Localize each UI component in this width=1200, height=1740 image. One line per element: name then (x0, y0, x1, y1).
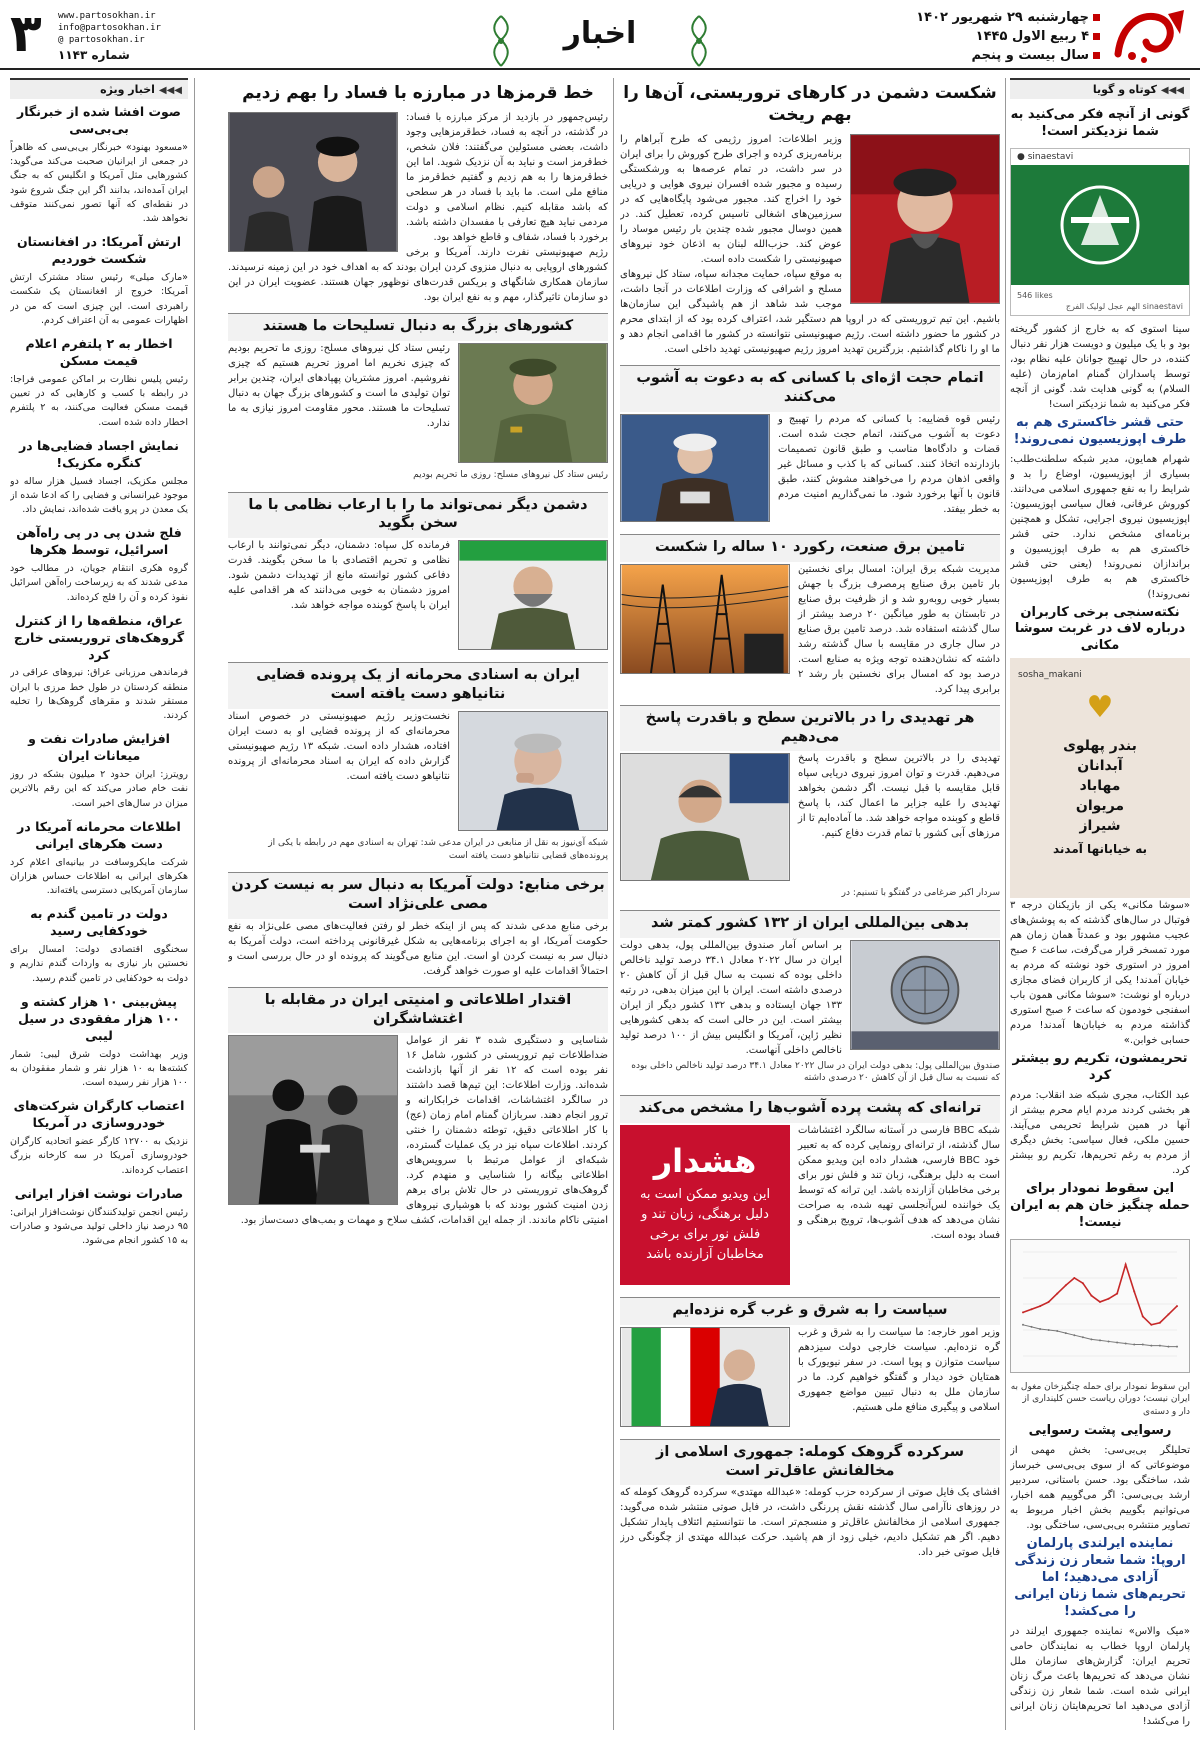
news-brief-item (10, 819, 188, 899)
story-electricity (620, 534, 1000, 697)
page-number: ۳ (10, 4, 42, 64)
date-block (916, 8, 1100, 65)
news-brief-item (10, 104, 188, 226)
power-grid-photo (620, 564, 790, 674)
news-brief-body: نزدیک به ۱۲۷۰۰ کارگر عضو اتحادیه کارگران خودروسازی آمریکا در سه کارخانه بزرگ اعتصاب کرده‌اند. (10, 1136, 188, 1176)
warning-screenshot (620, 1125, 790, 1285)
chart-point (1099, 1301, 1101, 1303)
partosokhan-logo (1110, 4, 1190, 66)
chart-point (1082, 1282, 1084, 1284)
minister-portrait-photo (850, 134, 1000, 304)
chart-point (1159, 1321, 1161, 1323)
headline: سرکرده گروهک کومله: جمهوری اسلامی از مخالفانش عاقل‌تر است (620, 1439, 1000, 1486)
news-brief-body: رویترز: ایران حدود ۲ میلیون بشکه در روز نفت خام صادر می‌کند که این رقم بالاترین میزان در سال‌های اخیر است. (10, 769, 188, 809)
article-body: فرمانده کل سپاه: دشمنان، دیگر نمی‌توانند با ارعاب نظامی و تحریم اقتصادی با ما سخن بگویند. قدرت دفاعی کشور توانسته مانع از تهدیدات دشمن شود. امروز دشمنان به خوبی می‌دانند که هر اقدامی علیه ایران با پاسخ کوبنده مواجه خواهد شد. (228, 540, 450, 612)
story-security (228, 987, 608, 1229)
warning-text: این ویدیو ممکن است به دلیل برهنگی، زبان تند و فلش نور برای برخی مخاطبان آزارنده باشد (639, 1186, 771, 1262)
sosha-city: بندر پهلوی (1063, 738, 1137, 755)
imf-building-photo (850, 940, 1000, 1050)
chart-point (1048, 1329, 1050, 1331)
news-brief-body: رئیس انجمن تولیدکنندگان نوشت‌افزار ایرانی: ۹۵ درصد نیاز داخلی تولید می‌شود و صادرات به ۱۵ کشور انجام می‌شود. (10, 1206, 188, 1247)
story-debt (620, 910, 1000, 1087)
page-info (10, 4, 170, 66)
story-netanyahu (228, 662, 608, 864)
chart-point (1116, 1292, 1118, 1294)
chart-point (1065, 1332, 1067, 1334)
article-body: «سوشا مکانی» یکی از بازیکنان درجه ۳ فوتبال در سال‌های گذشته که به پوشش‌های عجیب مشهور بود و عمدتاً همان زمان هم مورد تمسخر قرار می‌گرفت، ساعت ۶ صبح امروز در استوری خود نوشته که مردم به خیابان آمدند! یکی از کاربران فضای مجازی درباره او نوشت: «سوشا مکانی همون باب اسفنجی خودمون که ساعت ۶ صبح استوری گذاشته مردم به خیابان‌ها آمدند! مردم حسابی خوابن.» (1010, 900, 1190, 1047)
headline: این سقوط نمودار برای حمله چنگیز خان هم به ایران نیست! (1010, 1181, 1190, 1230)
headline: خط قرمزها در مبارزه با فساد را بهم زدیم (242, 83, 594, 103)
email-link[interactable]: info@partosokhan.ir (58, 23, 161, 33)
headline: گونی از آنچه فکر می‌کنید به شما نزدیکتر است! (1010, 107, 1190, 139)
chart-point (1073, 1277, 1075, 1279)
column-kicker: ◀◀◀کوتاه و گویا (1010, 78, 1190, 99)
headline: بدهی بین‌المللی ایران از ۱۳۲ کشور کمتر شد (620, 910, 1000, 938)
article-body: وزیر امور خارجه: ما سیاست را به شرق و غرب گره نزده‌ایم. سیاست خارجی دولت سیزدهم سیاست متوازن و پویا است. در سفر نیویورک با همتایان خود دیدار و گفتگو خواهیم کرد. ما در سازمان ملل به دنبال تبیین مواضع جمهوری اسلامی و پیگیری منافع ملی هستیم. (798, 1326, 1000, 1413)
article-body: بر اساس آمار صندوق بین‌المللی پول، بدهی دولت ایران در سال ۲۰۲۲ معادل ۳۴.۱ درصد تولید ناخالص داخلی بوده که نسبت به سال قبل از آن کاهش ۲۰ درصدی داشته است. ایران با این میزان بدهی، در رتبه ۱۳۳ جهان ایستاده و بدهی ۱۳۲ کشور دیگر از ایران بیشتر است. این در حالی است که بدهی کشورهایی نظیر ژاپن، آمریکا و انگلیس بیش از ۱۰۰ درصد تولید ناخالص داخلی آنهاست. (620, 939, 842, 1056)
website-link[interactable]: www.partosokhan.ir (58, 11, 156, 21)
photo-caption: سردار اکبر ضرغامی در گفتگو با تسنیم: در (841, 888, 1000, 899)
news-brief-title: نمایش اجساد فضایی‌ها در کنگره مکزیک! (19, 437, 179, 470)
headline: نماینده ایرلندی پارلمان اروپا: شما شعار زن زندگی آزادی می‌دهید؛ اما تحریم‌های شما زنان ایرانی را می‌کشد! (1014, 1536, 1186, 1619)
story-komala (620, 1439, 1000, 1561)
story-foreign-minister (620, 1297, 1000, 1431)
headline: سیاست را به شرق و غرب گره نزده‌ایم (620, 1297, 1000, 1325)
news-brief-body: رئیس پلیس نظارت بر اماکن عمومی فراجا: در رابطه با کسب و کارهایی که در تعیین قیمت مسکن فعالیت می‌کنند، به ۲ پلتفرم اخطار داده شده است. (10, 373, 188, 428)
article-body: به موقع سپاه، حمایت مجدانه سپاه، ستاد کل نیروهای مسلح و اشرافی که وزارت اطلاعات در آنجا داشت، موجب شد شاهد از هم پاشیدگی این سازمان‌ها باشیم. این تیم تروریستی که در اروپا هم دستگیر شد، اعتراف کرده بود که از ابتدای محرم در کشور ما حضور داشته است. رژیم صهیونیستی نتوانسته در کشور ما اقدامی انجام دهد و ما او را ناکام گذاشتیم. بزرگترین تهدید امروز رژیم صهیونیستی تهدید داخلی است. (620, 269, 1000, 356)
news-brief-item (10, 336, 188, 430)
column-main-1 (620, 78, 1000, 1730)
ornament-right-icon (688, 14, 710, 68)
article-body: وزیر اطلاعات: امروز رژیمی که طرح آبراهام را برنامه‌ریزی کرده و اجرای طرح کوروش را برای ایران در سر داشت، در تمام عرصه‌ها به ورشکستگی رسیده و مجبور شده افسران نیروی هوایی و دریایی خود را اخراج کند. مجبور می‌شود پایگاه‌هایی که در سرزمین‌های اشغالی تاسیس کرده، تعطیل کند. در همین دوسال مجبور شده چندین بار رئیس موساد را عوض کند. حزب‌الله لبنان به اذعان خود نیروهای صهیونیستی را شکست داده است. (620, 134, 842, 266)
news-brief-body: فرماندهی مرزبانی عراق: نیروهای عراقی در منطقه کردستان در طول خط مرزی با ایران مستقر شدند و مقرهای گروهک‌ها را تخلیه کردند. (10, 667, 188, 722)
irgc-emblem-image (1011, 165, 1189, 285)
sosha-city: مهاباد (1079, 778, 1121, 795)
news-brief-body: مجلس مکزیک، اجساد فسیل هزار ساله دو موجود غیرانسانی و فضایی را که ادعا شده از یک معدن در پرو یافت شده‌اند، نمایش داد. (10, 475, 188, 515)
column-divider (194, 78, 195, 1730)
chart-point (1176, 1305, 1178, 1307)
news-brief-item (10, 1186, 188, 1249)
sosha-city-list (1018, 736, 1182, 836)
news-brief-title: دولت در تامین گندم به خودکفایی رسید (30, 906, 168, 939)
ejei-portrait-photo (620, 414, 770, 522)
weekday-date: چهارشنبه ۲۹ شهریور ۱۴۰۲ (916, 10, 1089, 25)
news-brief-body: سخنگوی اقتصادی دولت: امسال برای نخستین بار نیازی به واردات گندم نداریم و دولت به خودکفایی در تامین گندم رسید. (10, 944, 188, 984)
sosha-city: شیراز (1079, 818, 1121, 835)
article-body: «میک والاس» نماینده جمهوری ایرلند در پارلمان اروپا خطاب به نمایندگان حامی تحریم ایران: گزارش‌های سازمان ملل نشان می‌دهد که تحریم‌ها باعث مرگ زنان ایرانی شده است. شما شعار زن زندگی آزادی می‌دهید اما تحریم‌هایتان زنان ایرانی را می‌کشد! (1010, 1625, 1190, 1727)
column-divider (613, 78, 614, 1730)
news-brief-title: اعتصاب کارگران شرکت‌های خودروسازی در آمریکا (13, 1098, 185, 1131)
headline: تامین برق صنعت، رکورد ۱۰ ساله را شکست (620, 534, 1000, 562)
news-brief-item (10, 1098, 188, 1178)
column-kicker: ◀◀◀اخبار ویژه (10, 78, 188, 99)
news-brief-title: فلج شدن پی در پی راه‌آهن اسرائیل، توسط هکرها (16, 525, 182, 558)
article-body: شناسایی و دستگیری شده ۳ نفر از عوامل ضداطلاعات تیم تروریستی در کشور، شامل ۱۶ نفر بوده است که ۱۲ نفر از آنها بازداشت شده‌اند. وزارت اطلاعات: این تیم‌ها قصد داشتند در سالگرد اغتشاشات، اقدامات خرابکارانه و ترور انجام دهند. سربازان گمنام امام زمان (عج) با کار اطلاعاتی دقیق، توطئه دشمنان را خنثی کردند. اطلاعات سپاه نیز در یک عملیات گسترده، شبکه‌ای از عوامل مرتبط با سرویس‌های اطلاعاتی بیگانه را شناسایی و منهدم کرد. گروهک‌های تروریستی در حال تلاش برای برهم زدن امنیت کشور بودند که با هوشیاری نیروهای امنیتی ناکام ماندند. از جمله این اقدامات، کشف سلاح و مهمات و بمب‌های دست‌ساز بود. (240, 1035, 608, 1227)
photo-caption: شبکه آی‌نیوز به نقل از منابعی در ایران مدعی شد: تهران به اسنادی مهم در رابطه با یکی از پرونده‌های قضایی نتانیاهو دست یافته است (268, 837, 608, 861)
chart-point (1090, 1294, 1092, 1296)
news-brief-title: صادرات نوشت افزار ایرانی (14, 1185, 184, 1201)
chart-point (1125, 1342, 1127, 1344)
column-short-and-telling (1010, 78, 1190, 1730)
headline: کشورهای بزرگ به دنبال تسلیحات ما هستند (228, 313, 608, 341)
insta-username: ● sinaestavi (1017, 151, 1074, 162)
issue-number: شماره ۱۱۴۳ (58, 48, 130, 62)
headline: رسوایی پشت رسوایی (1028, 1423, 1172, 1439)
chart-point (1108, 1340, 1110, 1342)
heart-hands-icon: ♥ (1086, 690, 1114, 726)
news-brief-body: گروه هکری انتقام جویان، در مطالب خود مدعی شدند که به زیرساخت راه‌آهن اسرائیل نفوذ کرده و آن را فلج کرده‌اند. (10, 563, 188, 603)
section-name: اخبار (563, 16, 637, 51)
headline: اتمام حجت اژه‌ای با کسانی که به دعوت به آشوب می‌کنند (620, 365, 1000, 412)
chart-point (1031, 1308, 1033, 1310)
column-divider (1005, 78, 1006, 1730)
news-brief-body: «مارک میلی» رئیس ستاد مشترک ارتش آمریکا: خروج از افغانستان یک شکست راهبردی است. این چیزی است که من در اظهارات عمومی به آن اعتراف کردم. (10, 272, 188, 326)
chart-point (1039, 1305, 1041, 1307)
president-meeting-photo (228, 112, 398, 252)
photo-caption: صندوق بین‌المللی پول: بدهی دولت ایران در سال ۲۰۲۲ معادل ۳۴.۱ درصد تولید ناخالص داخلی بوده که نسبت به سال قبل از آن کاهش ۲۰ درصدی داشته (631, 1060, 1000, 1084)
chart-point (1167, 1313, 1169, 1315)
year-label: سال بیست و پنجم (971, 48, 1089, 63)
line-chart (1010, 1239, 1190, 1373)
article-body: تهدیدی را در بالاترین سطح و باقدرت پاسخ می‌دهیم. قدرت و توان امروز نیروی دریایی سپاه قابل مقایسه با قبل نیست. اگر دشمن بخواهد تهدیدی را علیه جزایر ما اعمال کند، با پاسخ قاطع و کوبنده مواجه خواهد شد. ما آماده‌ایم تا از مرزهای آبی کشور با تمام قدرت دفاع کنیم. (798, 753, 1000, 840)
insta-caption: sinaestavi الهم عجل لولیک الفرج (1065, 301, 1183, 311)
insta-likes: 546 likes (1017, 290, 1053, 300)
column-main-2 (228, 78, 608, 1730)
article-body: شبکه BBC فارسی در آستانه سالگرد اغتشاشات سال گذشته، از ترانه‌ای رونمایی کرده که به تعبیر خود BBC فارسی، هشدار داده این ویدیو ممکن است به دلیل برهنگی، زبان تند و فلش نور برای برخی مخاطبان آزارنده باشد. این ترانه که توسط یک خواننده لس‌آنجلسی تهیه شده، به صراحت نشان می‌دهد که هدف آشوب‌ها، ترویج برهنگی و فساد بوده است. (798, 1124, 1000, 1241)
sosha-city: آبدانان (1077, 758, 1123, 775)
chart-point (1167, 1345, 1169, 1347)
warning-title: هشدار (653, 1141, 757, 1180)
news-brief-item (10, 994, 188, 1090)
news-brief-list (10, 104, 188, 1248)
article-body: رئیس ستاد کل نیروهای مسلح: روزی ما تحریم بودیم که چیزی نخریم اما امروز تحریم هستیم که چیزی نفروشیم. امروز مشتریان پهپادهای ایران، چندین برابر توان تولیدی ما است و کشورهای بزرگ جهان به دنبال تسلیحات ما هستند. محور مقاومت امروز نیازی به ما ندارد. (228, 342, 450, 429)
hijri-date: ۴ ربیع الاول ۱۴۴۵ (975, 29, 1089, 44)
column-special-news (10, 78, 188, 1730)
article-body: عبد الکتاب، مجری شبکه ضد انقلاب: مردم هر بخشی کردند مردم ایام محرم بیشتر از آنها در همین شرایط تحریمی می‌آیند. حسین ملکی، فعال سیاسی: بخش دیگری از مردم به رغم تحریم‌ها، تکریم رو بیشتر کرد. (1010, 1090, 1190, 1177)
photo-caption: رئیس ستاد کل نیروهای مسلح: روزی ما تحریم بودیم (413, 469, 608, 480)
chart-series-line (1023, 1264, 1177, 1324)
chief-of-staff-photo (458, 343, 608, 463)
article-body: مدیریت شبکه برق ایران: امسال برای نخستین بار تامین برق صنایع پرمصرف بزرگ با جهش بسیار خوبی روبه‌رو شد و از ظرفیت برق صنایع در تابستان به طور میانگین ۲۰ درصد بیشتر از سال گذشته استفاده شد. درصد تامین برق صنایع در سال جاری در مقایسه با سال گذشته رشد داشته که نشان‌دهنده توجه ویژه به صنایع است. درصد بود که امسال برای نخستین بار رشد ۲ برابری پیدا کرد. (798, 563, 1000, 695)
article-body: تحلیلگر بی‌بی‌سی: بخش مهمی از موضوعاتی که از سوی بی‌بی‌سی خبرساز شد، ساختگی بود. حسن باستانی، سردبیر ارشد بی‌بی‌سی: اگر می‌گوییم همه اخبار، می‌توانیم بگوییم بخش اخبار مربوط به تصاویر منتشره بی‌بی‌سی، ساختگی بود. (1010, 1445, 1190, 1532)
article-body: رئیس‌جمهور در بازدید از مرکز مبارزه با فساد: در گذشته، در آنچه به فساد، خط‌قرمزهایی وجود داشت، بعضی مسئولین می‌گفتند: فلان شخص، خط‌قرمز است و نباید به آن نزدیک شوید. اما این خط‌قرمزها را به هم زدیم و گفتیم خط‌قرمز ما منافع ملی است. ما باید با فساد در هر سطحی که باشد مقابله کنیم. نظام اسلامی و دولت مردمی نباید هیچ تعارفی با مفسدان داشته باشد. برخورد با فساد، شفاف و قاطع خواهد بود. (406, 112, 608, 244)
news-brief-title: اخطار به ۲ پلتفرم اعلام قیمت مسکن (25, 336, 173, 368)
irgc-commander-photo (458, 540, 608, 650)
chart-point (1159, 1344, 1161, 1346)
sosha-handle: sosha_makani (1018, 670, 1082, 681)
news-brief-item (10, 613, 188, 724)
chart-point (1031, 1326, 1033, 1328)
instagram-post (1010, 148, 1190, 316)
story-navy-commander (620, 705, 1000, 902)
story-alinejad (228, 872, 608, 979)
story-irgc-commander (228, 492, 608, 655)
news-brief-title: عراق، منطقه‌ها را از کنترل گروهک‌های تروریستی خارج کرد (13, 612, 185, 662)
news-brief-item (10, 438, 188, 518)
news-brief-item (10, 906, 188, 986)
news-brief-item (10, 525, 188, 605)
chart-point (1116, 1341, 1118, 1343)
headline: ترانه‌ای که پشت پرده آشوب‌ها را مشخص می‌کند (620, 1095, 1000, 1123)
chart-point (1150, 1323, 1152, 1325)
article-body: نخست‌وزیر رژیم صهیونیستی در خصوص اسناد محرمانه‌ای که از پرونده قضایی او به دست ایران افتاده، هشدار داده است. شبکه ۱۳ رژیم صهیونیستی گزارش داده که ایران به اسناد محرمانه‌ای از پرونده نتانیاهو دست یافته است. (228, 710, 450, 782)
news-brief-body: «مسعود بهنود» خبرنگار بی‌بی‌سی که ظاهراً در جمعی از ایرانیان صحبت می‌کند می‌گوید: کشورهایی مثل آمریکا و انگلیس که به جنگ ایران آمده‌اند، بدانند اگر این جنگ شروع شود در نقطه‌ای که آنها تصور نمی‌کنند متوقف نخواهد شد. (10, 141, 188, 224)
chart-point (1048, 1301, 1050, 1303)
headline: دشمن دیگر نمی‌تواند ما را با ارعاب نظامی با ما سخن بگوید (228, 492, 608, 539)
section-title (490, 8, 710, 60)
chart-caption: این سقوط نمودار برای حمله چنگیزخان مغول به ایران نیست؛ دوران ریاست حسن کلینداری از دار و دسته‌ی (1010, 1381, 1190, 1417)
story-weapons (228, 313, 608, 483)
sosha-story-image (1010, 658, 1190, 898)
chart-svg (1015, 1244, 1185, 1364)
sosha-city: مریوان (1075, 798, 1125, 815)
sosha-footer: به خیابانها آمدند (1052, 842, 1148, 857)
headline: اقتدار اطلاعاتی و امنیتی ایران در مقابله با اغتشاشگران (228, 987, 608, 1034)
chart-point (1150, 1344, 1152, 1346)
news-brief-title: صوت افشا شده از خبرنگار بی‌بی‌سی (17, 104, 181, 136)
chart-point (1082, 1336, 1084, 1338)
social-handle[interactable]: @ partosokhan.ir (58, 35, 145, 45)
foreign-minister-photo (620, 1327, 790, 1427)
news-brief-item (10, 731, 188, 811)
story-ejei (620, 365, 1000, 526)
arrest-photo (228, 1035, 398, 1205)
news-brief-body: وزیر بهداشت دولت شرق لیبی: شمار کشته‌ها به ۱۰ هزار نفر و شمار مفقودان به ۱۰۰ هزار نفر رسیده است. (10, 1048, 188, 1088)
news-brief-item (10, 234, 188, 328)
news-brief-title: اطلاعات محرمانه آمریکا در دست هکرهای ایرانی (17, 818, 181, 851)
story-president-corruption (228, 78, 608, 305)
commander-portrait-photo (620, 753, 790, 881)
chart-point (1099, 1339, 1101, 1341)
headline: تحریمشون، تکریم رو بیشتر کرد (1012, 1051, 1188, 1084)
chart-point (1056, 1330, 1058, 1332)
contacts (58, 10, 161, 46)
article-body: سینا استوی که به خارج از کشور گریخته بود و با یک میلیون و دویست هزار نفر دنبال کننده، در حال تهییج جوانان علیه نظام بود، توسط پاسداران گمنام امام‌زمان (علیه السلام) به گونی هدایت شد. گونی از آنچه فکر می‌کنید به شما نزدیکتر است! (1010, 323, 1190, 410)
article-body: برخی منابع مدعی شدند که پس از اینکه خطر لو رفتن فعالیت‌های مصی علی‌نژاد به نفع حکومت آمریکا، او به اجرای برنامه‌هایی به شکل غیرقانونی پرداخته است، دولت آمریکا به دنبال سر به نیست کردن او است. این منابع می‌گویند که پرونده او در حال بررسی است و احتمالاً اقدامات علیه او صورت خواهد گرفت. (228, 920, 608, 977)
chart-point (1090, 1338, 1092, 1340)
headline: نکته‌سنجی برخی کاربران درباره لاف در غربت سوشا مکانی (1014, 604, 1186, 654)
story-minister-intelligence (620, 78, 1000, 357)
news-brief-title: ارتش آمریکا: در افغانستان شکست خوردیم (16, 234, 182, 267)
headline: ایران به اسنادی محرمانه از یک پرونده قضایی نتانیاهو دست یافته است (228, 662, 608, 709)
chart-point (1133, 1343, 1135, 1345)
chart-point (1108, 1297, 1110, 1299)
chart-point (1022, 1311, 1024, 1313)
chart-series-line (1023, 1324, 1177, 1346)
headline: شکست دشمن در کارهای تروریستی، آن‌ها را بهم ریخت (623, 83, 997, 126)
chart-point (1056, 1292, 1058, 1294)
article-body: افشای یک فایل صوتی از سرکرده حزب کومله: «عبدالله مهتدی» سرکرده گروهک کومله که در روزهای ناآرامی سال گذشته نقش پررنگی داشت، در فایل صوتی منتشر شده می‌گوید: جمهوری اسلامی از مخالفانش عاقل‌تر و منسجم‌تر است. ما نتوانستیم ائتلاف پایدار تشکیل دهیم. اگر هم تشکیل دادیم، خیلی زود از هم پاشید. حرکت عبدالله مهتدی از چگونگی درز فایل صوتی خبر داد. (620, 1487, 1000, 1559)
chart-point (1125, 1263, 1127, 1265)
chart-point (1065, 1284, 1067, 1286)
article-body: رژیم صهیونیستی نفرت دارند. آمریکا و برخی کشورهای اروپایی به دنبال منزوی کردن ایران بودند که به اهداف خود در این زمینه نرسیدند. سازمان همکاری شانگهای و بریکس قدرت‌های نوظهور جهان هستند. عضویت ایران در این دو سازمان تاثیرگذار، مهم و به نفع ایران بود. (228, 247, 608, 304)
news-brief-title: پیش‌بینی ۱۰ هزار کشته و ۱۰۰ هزار مفقودی در سیل لیبی (18, 993, 180, 1043)
chart-point (1073, 1334, 1075, 1336)
news-brief-body: شرکت مایکروسافت در بیانیه‌ای اعلام کرد هکرهای ایرانی به اطلاعات حساس هزاران سازمان آمریکایی دسترسی یافته‌اند. (10, 856, 188, 897)
netanyahu-photo (458, 711, 608, 831)
headline: هر تهدیدی را در بالاترین سطح و باقدرت پاسخ می‌دهیم (620, 705, 1000, 752)
chart-point (1022, 1323, 1024, 1325)
headline: حتی قشر خاکستری هم به طرف اپوزیسیون نمی‌روند! (1013, 414, 1187, 447)
chart-point (1176, 1345, 1178, 1347)
news-brief-title: افزایش صادرات نفت و میعانات ایران (28, 731, 170, 764)
article-body: شهرام همایون، مدیر شبکه سلطنت‌طلب: بسیاری از اپوزیسیون، اوضاع را بد و شرایط را به نفع جمهوری اسلامی می‌دانند. کوروش عرفانی، فعال سیاسی اپوزیسیون: اپوزیسیون نیروی اجرایی، تشکل و همچنین برنامه‌ای مشخص ندارد. حتی قشر خاکستری هم به طرف اپوزیسیون و براندازان نمی‌روند! (یعنی حتی قشر خاکستری هم به طرف اپوزیسیون نمی‌روند!) (1010, 453, 1190, 600)
chart-point (1039, 1328, 1041, 1330)
article-body: رئیس قوه قضاییه: با کسانی که مردم را تهییج و دعوت به آشوب می‌کنند، اتمام حجت شده است. قضات و دادگاه‌ها مناسب و طبق قانون تصمیمات بازدارنده اتخاذ کنند. کسانی که با کذب و مسائل غیر واقعی اذهان مردم را می‌خواهند مشوش کنند، طبق قانون با آنها برخورد شود. ما نمی‌گذاریم امنیت مردم به خطر بیفتد. (778, 413, 1000, 515)
masthead (0, 0, 1200, 70)
ornament-left-icon (490, 14, 512, 68)
story-bbc-song (620, 1095, 1000, 1289)
chart-point (1142, 1315, 1144, 1317)
chart-point (1133, 1290, 1135, 1292)
headline: برخی منابع: دولت آمریکا به دنبال سر به نیست کردن مصی علی‌نژاد است (228, 872, 608, 919)
chart-point (1142, 1343, 1144, 1345)
